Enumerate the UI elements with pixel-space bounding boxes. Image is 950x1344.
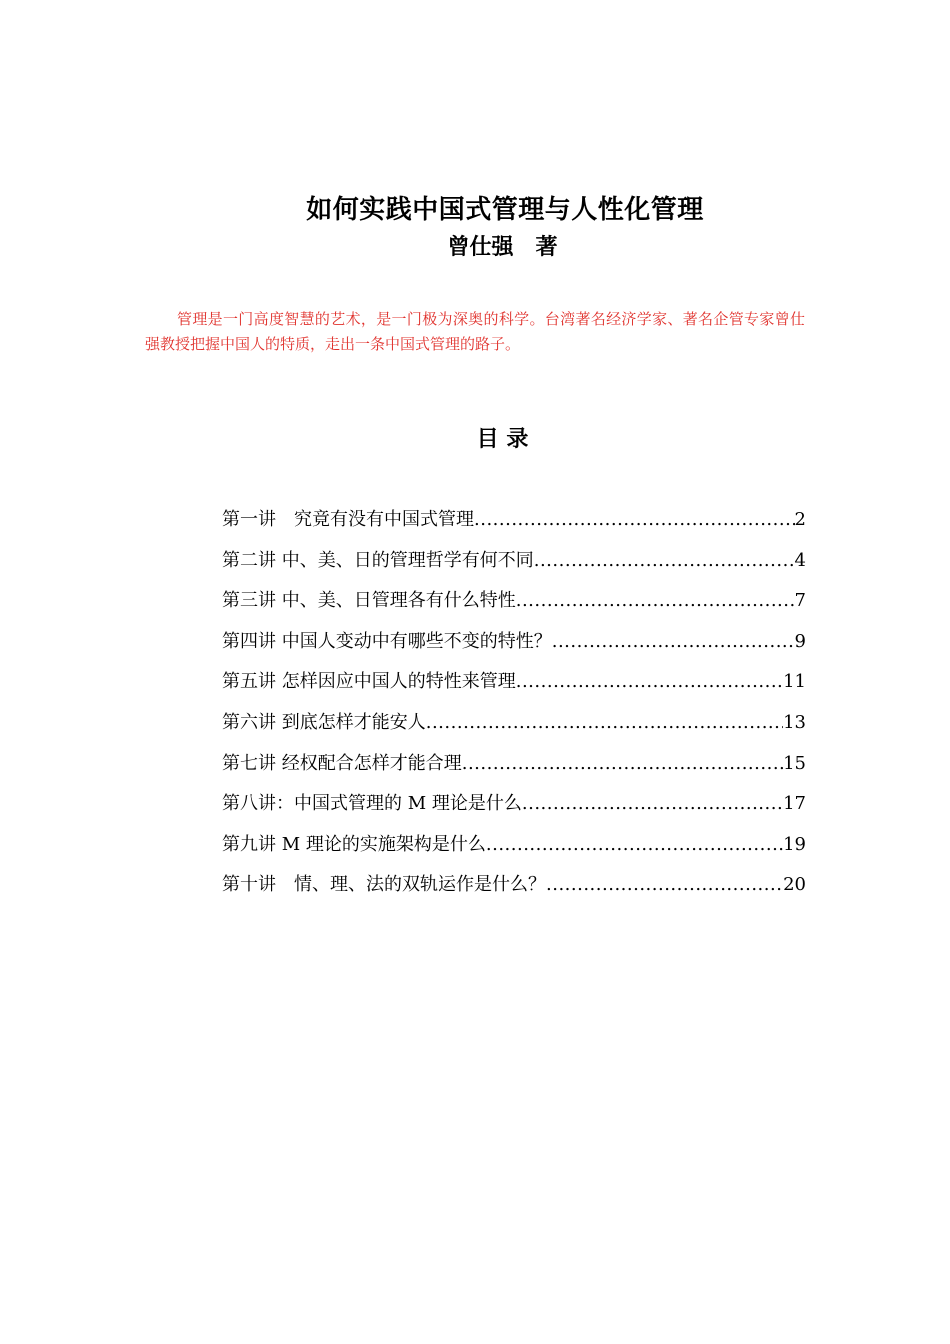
- toc-page-number: 13: [783, 711, 806, 733]
- toc-entry[interactable]: [222, 622, 806, 663]
- toc-entry-title: 第四讲 中国人变动中有哪些不变的特性？: [222, 630, 552, 652]
- toc-entry-title: 第一讲 究竟有没有中国式管理: [222, 509, 474, 530]
- toc-entry-title: 第三讲 中、美、日管理各有什么特性: [222, 590, 516, 612]
- toc-dot-leader: [534, 541, 795, 582]
- toc-entry[interactable]: [222, 865, 806, 906]
- toc-entry[interactable]: [222, 784, 806, 825]
- document-author: 曾仕强 著: [447, 235, 558, 260]
- toc-page-number: 11: [783, 671, 806, 693]
- toc-dot-leader: [522, 784, 783, 825]
- toc-dot-leader: [552, 622, 795, 663]
- toc-dot-leader: [462, 744, 783, 785]
- toc-dot-leader: [426, 703, 783, 744]
- toc-page-number: 2: [794, 509, 806, 530]
- toc-page-number: 4: [794, 549, 806, 571]
- document-title: 如何实践中国式管理与人性化管理: [306, 195, 704, 225]
- toc-entry[interactable]: [222, 825, 806, 866]
- table-of-contents: [222, 500, 806, 906]
- toc-entry[interactable]: [222, 744, 806, 785]
- toc-page-number: 19: [783, 833, 806, 855]
- toc-dot-leader: [516, 662, 783, 703]
- toc-page-number: 7: [794, 590, 806, 612]
- toc-page-number: 17: [783, 793, 806, 815]
- toc-dot-leader: [474, 500, 795, 541]
- toc-heading: 目 录: [476, 427, 529, 452]
- toc-entry-title: 第九讲 M 理论的实施架构是什么: [222, 833, 486, 855]
- toc-entry[interactable]: [222, 703, 806, 744]
- toc-entry-title: 第七讲 经权配合怎样才能合理: [222, 752, 462, 774]
- toc-dot-leader: [486, 825, 783, 866]
- toc-dot-leader: [516, 581, 795, 622]
- toc-entry[interactable]: [222, 662, 806, 703]
- toc-entry-title: 第十讲 情、理、法的双轨运作是什么？: [222, 874, 546, 896]
- toc-page-number: 20: [783, 874, 806, 896]
- toc-entry-title: 第六讲 到底怎样才能安人: [222, 711, 426, 733]
- toc-page-number: 15: [783, 752, 806, 774]
- toc-entry-title: 第五讲 怎样因应中国人的特性来管理: [222, 671, 516, 693]
- toc-entry-title: 第二讲 中、美、日的管理哲学有何不同: [222, 549, 534, 571]
- toc-entry-title: 第八讲：中国式管理的 M 理论是什么: [222, 793, 522, 815]
- toc-page-number: 9: [794, 630, 806, 652]
- toc-entry[interactable]: [222, 500, 806, 541]
- toc-dot-leader: [546, 865, 783, 906]
- toc-entry[interactable]: [222, 581, 806, 622]
- toc-entry[interactable]: [222, 541, 806, 582]
- document-abstract: 管理是一门高度智慧的艺术，是一门极为深奥的科学。台湾著名经济学家、著名企管专家曾仕强教授把握中国人的特质，走出一条中国式管理的路子。: [145, 310, 805, 353]
